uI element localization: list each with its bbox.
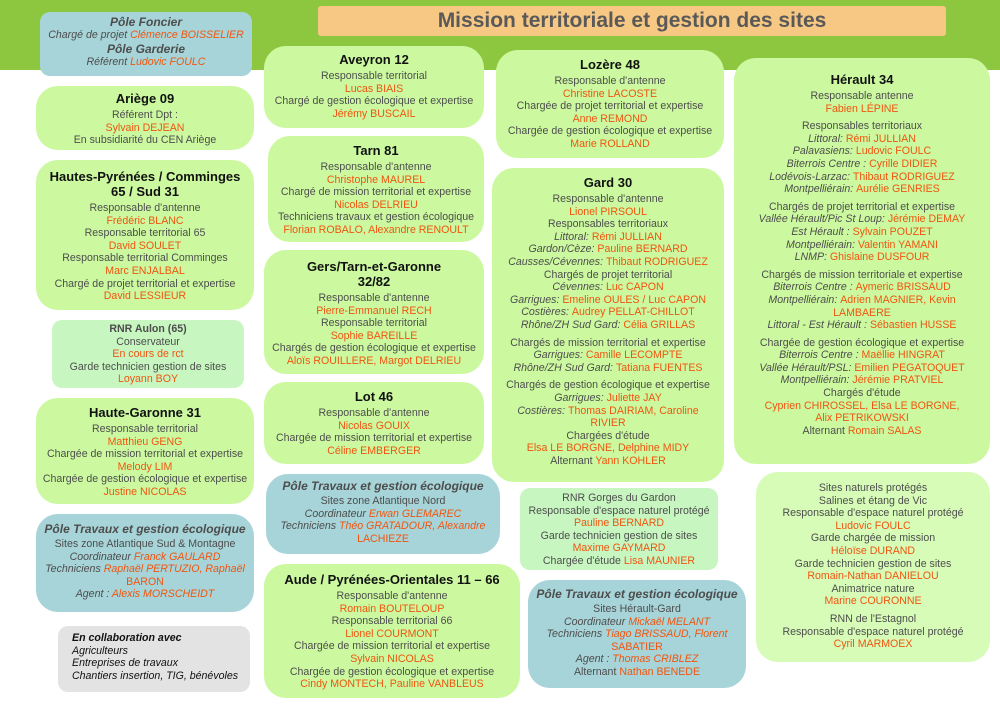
role: Responsable d'espace naturel protégé (782, 625, 964, 638)
role: Responsable territorial (321, 70, 427, 82)
role: Chargée de gestion écologique et expertise (507, 125, 713, 138)
role: Chargé de projet territorial et expertise (54, 277, 236, 290)
role: Chargés de gestion écologique et expertise (272, 342, 476, 355)
role: Chargés de mission territorial et expertise (510, 336, 706, 349)
name: Marie ROLLAND (570, 137, 650, 150)
sector-line: Garrigues: Emeline OULES / Luc CAPON (509, 293, 707, 306)
role: Garde technicien gestion de sites (69, 360, 227, 373)
agent-line: Agent : Thomas CRIBLEZ (575, 653, 699, 666)
name: Pauline BERNARD (573, 517, 665, 530)
lot-box (264, 382, 484, 464)
name: Romain BOUTELOUP (339, 602, 445, 615)
role: Responsable d'antenne (318, 292, 430, 304)
name: Melody LIM (117, 460, 173, 473)
name: Justine NICOLAS (103, 485, 187, 498)
role: Animatrice nature (831, 582, 915, 595)
name: En cours de rct (112, 348, 184, 361)
role: Conservateur (116, 335, 180, 348)
aude-title: Aude / Pyrénées-Orientales 11 – 66 (284, 572, 500, 587)
name: Aloïs ROUILLERE, Margot DELRIEU (286, 354, 462, 367)
sector-line: Gardon/Cèze: Pauline BERNARD (528, 243, 688, 256)
name: David SOULET (108, 239, 182, 252)
sector-line: Montpelliérain: Aurélie GENRIES (784, 183, 940, 196)
sector-line: Montpelliérain: Valentin YAMANI (786, 238, 938, 251)
name: Florian ROBALO, Alexandre RENOULT (283, 223, 469, 236)
name: Romain-Nathan DANIELOU (807, 570, 939, 583)
name: Lucas BIAIS (344, 82, 404, 95)
role: Garde chargée de mission (810, 532, 936, 545)
herault-title: Hérault 34 (830, 72, 894, 87)
pole-garderie-title: Pôle Garderie (106, 41, 186, 56)
sector-line: Vallée Hérault/PSL: Emilien PEGATOQUET (759, 361, 965, 374)
role: Chargée de gestion écologique et expertise (289, 665, 495, 678)
agent-line: Agent : Alexis MORSCHEIDT (75, 588, 215, 601)
role: Responsable d'antenne (552, 193, 664, 205)
name: Fabien LÉPINE (825, 102, 899, 115)
techniciens-line: Techniciens Tiago BRISSAUD, Florent (546, 628, 728, 641)
role: Responsable d'espace naturel protégé (782, 507, 964, 520)
role: Chargés de projet territorial (543, 268, 673, 281)
sector-line: Littoral: Rémi JULLIAN (808, 132, 916, 145)
role: Responsable d'antenne (320, 161, 432, 173)
gers-title: Gers/Tarn-et-Garonne (306, 259, 442, 274)
role: Chargés d'étude (823, 387, 901, 400)
role: Responsable d'espace naturel protégé (528, 504, 710, 517)
coordinateur-line: Coordinateur Erwan GLEMAREC (304, 507, 462, 520)
sector-line: Lodévois-Larzac: Thibaut RODRIGUEZ (769, 170, 955, 183)
name: Nicolas DELRIEU (334, 198, 418, 211)
ariege-note: En subsidiarité du CEN Ariège (73, 134, 217, 147)
sector-line: Rhône/ZH Sud Gard: Tatiana FUENTES (513, 361, 703, 374)
sector-line: Garrigues: Juliette JAY (554, 391, 662, 404)
pole-foncier-title: Pôle Foncier (109, 15, 183, 29)
role: Chargée de mission territorial et expertise (275, 432, 473, 445)
role: Responsable antenne (810, 90, 914, 102)
collaboration-box (58, 626, 250, 692)
herault-box (734, 58, 990, 464)
sector-line: Biterrois Centre : Maëllie HINGRAT (779, 349, 945, 362)
name: Jérémy BUSCAIL (332, 107, 416, 120)
name: Anne REMOND (572, 112, 648, 125)
role: Responsable d'antenne (336, 590, 448, 602)
role: Responsable territorial 66 (331, 615, 453, 628)
pole-foncier-box (40, 12, 252, 76)
lot-title: Lot 46 (354, 389, 394, 404)
name: Cindy MONTECH, Pauline VANBLEUS (300, 678, 484, 691)
tarn-title: Tarn 81 (353, 143, 399, 158)
role: Chargée de projet territorial et expertise (516, 100, 704, 113)
pole-garderie-line: Référent Ludovic FOULC (86, 55, 206, 68)
name: Christophe MAUREL (326, 173, 426, 186)
rnr-gardon-title: RNR Gorges du Gardon (562, 492, 676, 504)
gers-title-code: 32/82 (357, 274, 391, 289)
sector-line: LNMP: Ghislaine DUSFOUR (794, 251, 930, 264)
name: Nicolas GOUIX (338, 419, 410, 432)
name: BARON (126, 575, 164, 588)
role: Responsable d'antenne (554, 75, 666, 87)
sector-line: Montpelliérain: Adrien MAGNIER, Kevin (768, 293, 956, 306)
sector-line: Montpelliérain: Jérémie PRATVIEL (780, 374, 944, 387)
collaboration-item: Agriculteurs (72, 644, 128, 657)
name: Sophie BAREILLE (330, 329, 418, 342)
name: Cyprien CHIROSSEL, Elsa LE BORGNE, (764, 399, 960, 412)
haute-garonne-title: Haute-Garonne 31 (89, 405, 201, 420)
name: Alix PETRIKOWSKI (815, 412, 909, 425)
pole-travaux-nord-title: Pôle Travaux et gestion écologique (282, 479, 484, 493)
name: Lionel PIRSOUL (569, 205, 647, 218)
name: Cyril MARMOEX (833, 638, 913, 651)
hautes-pyrenees-title: Hautes-Pyrénées / Comminges 65 / Sud 31 (49, 169, 241, 199)
ariege-role: Référent Dpt : (112, 109, 178, 121)
role: Responsables territoriaux (801, 120, 923, 133)
aveyron-box (264, 46, 484, 128)
alternant-line: Alternant Romain SALAS (802, 424, 922, 437)
role: Chargée de gestion écologique et expertise (42, 473, 248, 486)
name: Sylvain NICOLAS (350, 652, 434, 665)
name: Céline EMBERGER (327, 444, 421, 457)
name: Pierre-Emmanuel RECH (316, 304, 432, 317)
name: RIVIER (590, 417, 626, 430)
aveyron-title: Aveyron 12 (339, 52, 409, 67)
role: Responsable d'antenne (89, 202, 201, 214)
sector-line: Rhône/ZH Sud Gard: Célia GRILLAS (520, 318, 696, 331)
sector-line: Littoral: Rémi JULLIAN (554, 230, 662, 243)
lozere-box (496, 50, 724, 158)
sector-line: Est Hérault : Sylvain POUZET (791, 225, 933, 238)
coordinateur-line: Coordinateur Mickaël MELANT (563, 615, 711, 628)
role: Chargées d'étude (566, 429, 650, 442)
name: Marine COURONNE (824, 595, 922, 608)
hautes-pyrenees-box (36, 160, 254, 310)
rnr-gardon-box (520, 488, 718, 570)
role: Responsable territorial (321, 317, 427, 330)
pole-travaux-herault-title: Pôle Travaux et gestion écologique (536, 587, 738, 601)
name: LACHIEZE (357, 532, 409, 545)
name: Frédéric BLANC (106, 214, 184, 227)
role: Chargés de mission territoriale et expertise (761, 268, 963, 281)
role: Techniciens travaux et gestion écologique (277, 211, 475, 224)
role: Chargée de mission territorial et expertise (46, 448, 244, 461)
role: Garde technicien gestion de sites (540, 529, 698, 542)
aude-box (264, 564, 520, 698)
role: Sites zone Atlantique Nord (320, 495, 446, 507)
sector-line: Costières: Audrey PELLAT-CHILLOT (521, 306, 695, 319)
name: Elsa LE BORGNE, Delphine MIDY (526, 442, 690, 455)
name: Matthieu GENG (107, 435, 183, 448)
role: Responsable territorial (92, 423, 198, 435)
tarn-box (268, 136, 484, 242)
role: Responsable d'antenne (318, 407, 430, 419)
name: Marc ENJALBAL (105, 264, 185, 277)
role: Responsable territorial Comminges (62, 252, 228, 265)
role: Sites Hérault-Gard (593, 603, 681, 615)
gard-box (492, 168, 724, 482)
name: Christine LACOSTE (562, 87, 658, 100)
pole-travaux-sud-title: Pôle Travaux et gestion écologique (44, 522, 246, 536)
name: LAMBAERE (833, 306, 891, 319)
collaboration-title: En collaboration avec (72, 632, 182, 644)
role: Responsables territoriaux (547, 218, 669, 231)
ariege-title: Ariège 09 (115, 91, 175, 106)
techniciens-line: Techniciens Raphaël PERTUZIO, Raphaël (45, 563, 245, 576)
page-title: Mission territoriale et gestion des sites (318, 6, 946, 36)
rnn-estagnol-title: RNN de l'Estagnol (829, 612, 917, 625)
name: Ludovic FOULC (835, 519, 911, 532)
role: Chargé de mission territorial et expertise (280, 186, 472, 199)
role: Sites zone Atlantique Sud & Montagne (54, 538, 236, 550)
sector-line: Palavasiens: Ludovic FOULC (792, 145, 932, 158)
sector-line: Littoral - Est Hérault : Sébastien HUSSE (767, 319, 957, 332)
role: Responsable territorial 65 (84, 227, 206, 240)
pole-travaux-sud-box (36, 514, 254, 612)
gard-title: Gard 30 (583, 175, 633, 190)
sector-line: Biterrois Centre : Cyrille DIDIER (786, 157, 938, 170)
coordinateur-line: Coordinateur Franck GAULARD (69, 550, 221, 563)
pole-travaux-nord-box (266, 474, 500, 554)
etude-line: Chargée d'étude Lisa MAUNIER (542, 554, 696, 567)
name: Lionel COURMONT (345, 627, 439, 640)
collaboration-item: Entreprises de travaux (72, 657, 178, 670)
gers-box (264, 250, 484, 374)
name: SABATIER (611, 640, 663, 653)
sector-line: Biterrois Centre : Aymeric BRISSAUD (773, 281, 951, 294)
role: Chargés de projet territorial et expertise (768, 200, 956, 213)
collaboration-item: Chantiers insertion, TIG, bénévoles (72, 669, 239, 682)
sector-line: Cévennes: Luc CAPON (552, 281, 664, 294)
techniciens-line: Techniciens Théo GRATADOUR, Alexandre (280, 520, 486, 533)
name: Loyann BOY (117, 373, 179, 386)
ariege-box (36, 86, 254, 150)
lozere-title: Lozère 48 (580, 57, 640, 72)
alternant-line: Alternant Yann KOHLER (550, 454, 666, 467)
pole-foncier-line: Chargé de projet Clémence BOISSELIER (48, 29, 244, 41)
role: Chargée de gestion écologique et expertise (759, 336, 965, 349)
name: David LESSIEUR (103, 290, 187, 303)
ariege-name: Sylvain DEJEAN (105, 121, 185, 134)
name: Héloïse DURAND (830, 544, 916, 557)
name: Maxime GAYMARD (572, 542, 666, 555)
haute-garonne-box (36, 398, 254, 504)
rnr-aulon-title: RNR Aulon (65) (109, 323, 187, 335)
sector-line: Vallée Hérault/Pic St Loup: Jérémie DEMAY (758, 213, 966, 226)
role: Garde technicien gestion de sites (794, 557, 952, 570)
sites-vic-box (756, 472, 990, 662)
sector-line: Costières: Thomas DAIRIAM, Caroline (517, 404, 699, 417)
role: Chargée de mission territorial et expertise (293, 640, 491, 653)
rnr-aulon-box (52, 320, 244, 388)
sites-vic-subtitle: Salines et étang de Vic (818, 494, 928, 507)
sector-line: Garrigues: Camille LECOMPTE (533, 349, 683, 362)
sites-vic-title: Sites naturels protégés (818, 482, 928, 494)
role: Chargés de gestion écologique et expertise (506, 379, 710, 392)
role: Chargé de gestion écologique et expertise (274, 95, 474, 108)
alternant-line: Alternant Nathan BENEDE (573, 665, 701, 678)
sector-line: Causses/Cévennes: Thibaut RODRIGUEZ (508, 255, 708, 268)
pole-travaux-herault-box (528, 580, 746, 688)
